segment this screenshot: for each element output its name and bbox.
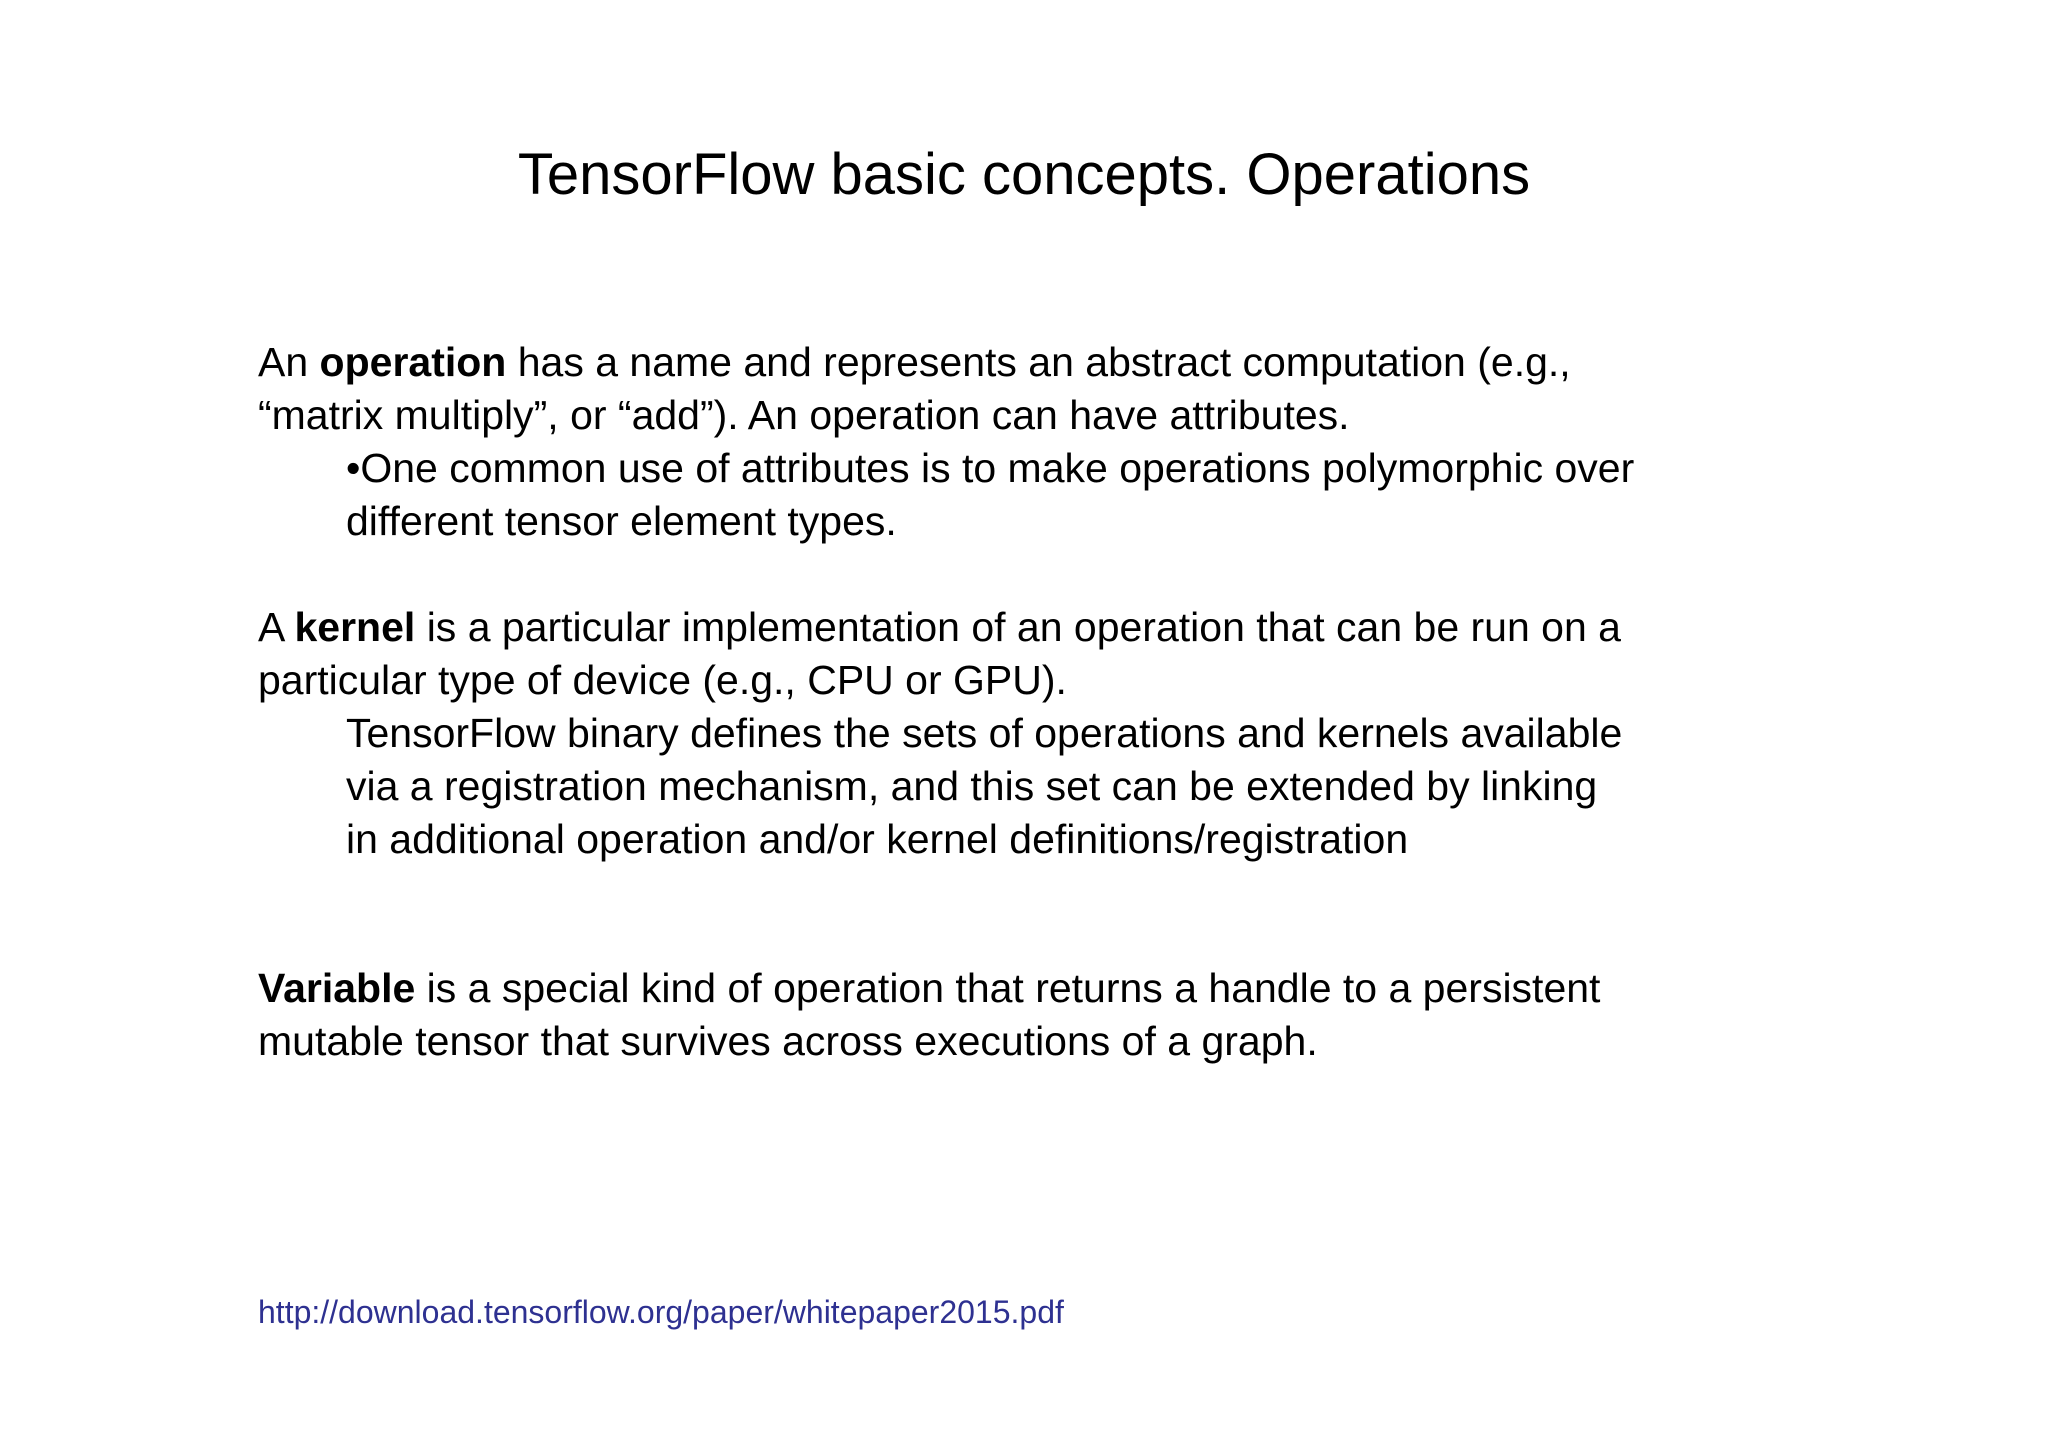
operation-section <box>258 336 1818 548</box>
kernel-definition: is a particular implementation of an operation that can be run on a <box>415 604 1621 650</box>
kernel-sub-line-2: via a registration mechanism, and this set can be extended by linking <box>346 763 1598 809</box>
operation-prefix: An <box>258 339 320 385</box>
operation-bullet-line-2: different tensor element types. <box>346 498 897 544</box>
variable-term: Variable <box>258 965 416 1011</box>
variable-section <box>258 962 1818 1068</box>
kernel-line-2: particular type of device (e.g., CPU or GPU). <box>258 657 1067 703</box>
kernel-term: kernel <box>294 604 416 650</box>
operation-term: operation <box>319 339 507 385</box>
operation-definition: has a name and represents an abstract computation (e.g., <box>506 339 1571 385</box>
kernel-section <box>258 601 1818 866</box>
operation-line-1 <box>258 336 1818 389</box>
variable-line-2: mutable tensor that survives across executions of a graph. <box>258 1018 1318 1064</box>
spacer <box>258 548 1818 601</box>
slide-title: TensorFlow basic concepts. Operations <box>517 142 1531 207</box>
slide-content <box>258 336 1818 1068</box>
kernel-prefix: A <box>258 604 295 650</box>
source-link[interactable]: http://download.tensorflow.org/paper/whitepaper2015.pdf <box>258 1294 1064 1330</box>
kernel-sub-line-3: in additional operation and/or kernel definitions/registration <box>346 816 1409 862</box>
variable-definition: is a special kind of operation that returns a handle to a persistent <box>415 965 1601 1011</box>
kernel-line-1 <box>258 601 1818 654</box>
spacer <box>258 866 1818 962</box>
operation-bullet-line-1: •One common use of attributes is to make operations polymorphic over <box>346 445 1635 491</box>
variable-line-1 <box>258 962 1818 1015</box>
kernel-sub-line-1: TensorFlow binary defines the sets of operations and kernels available <box>346 710 1623 756</box>
operation-line-2: “matrix multiply”, or “add”). An operation can have attributes. <box>258 392 1350 438</box>
